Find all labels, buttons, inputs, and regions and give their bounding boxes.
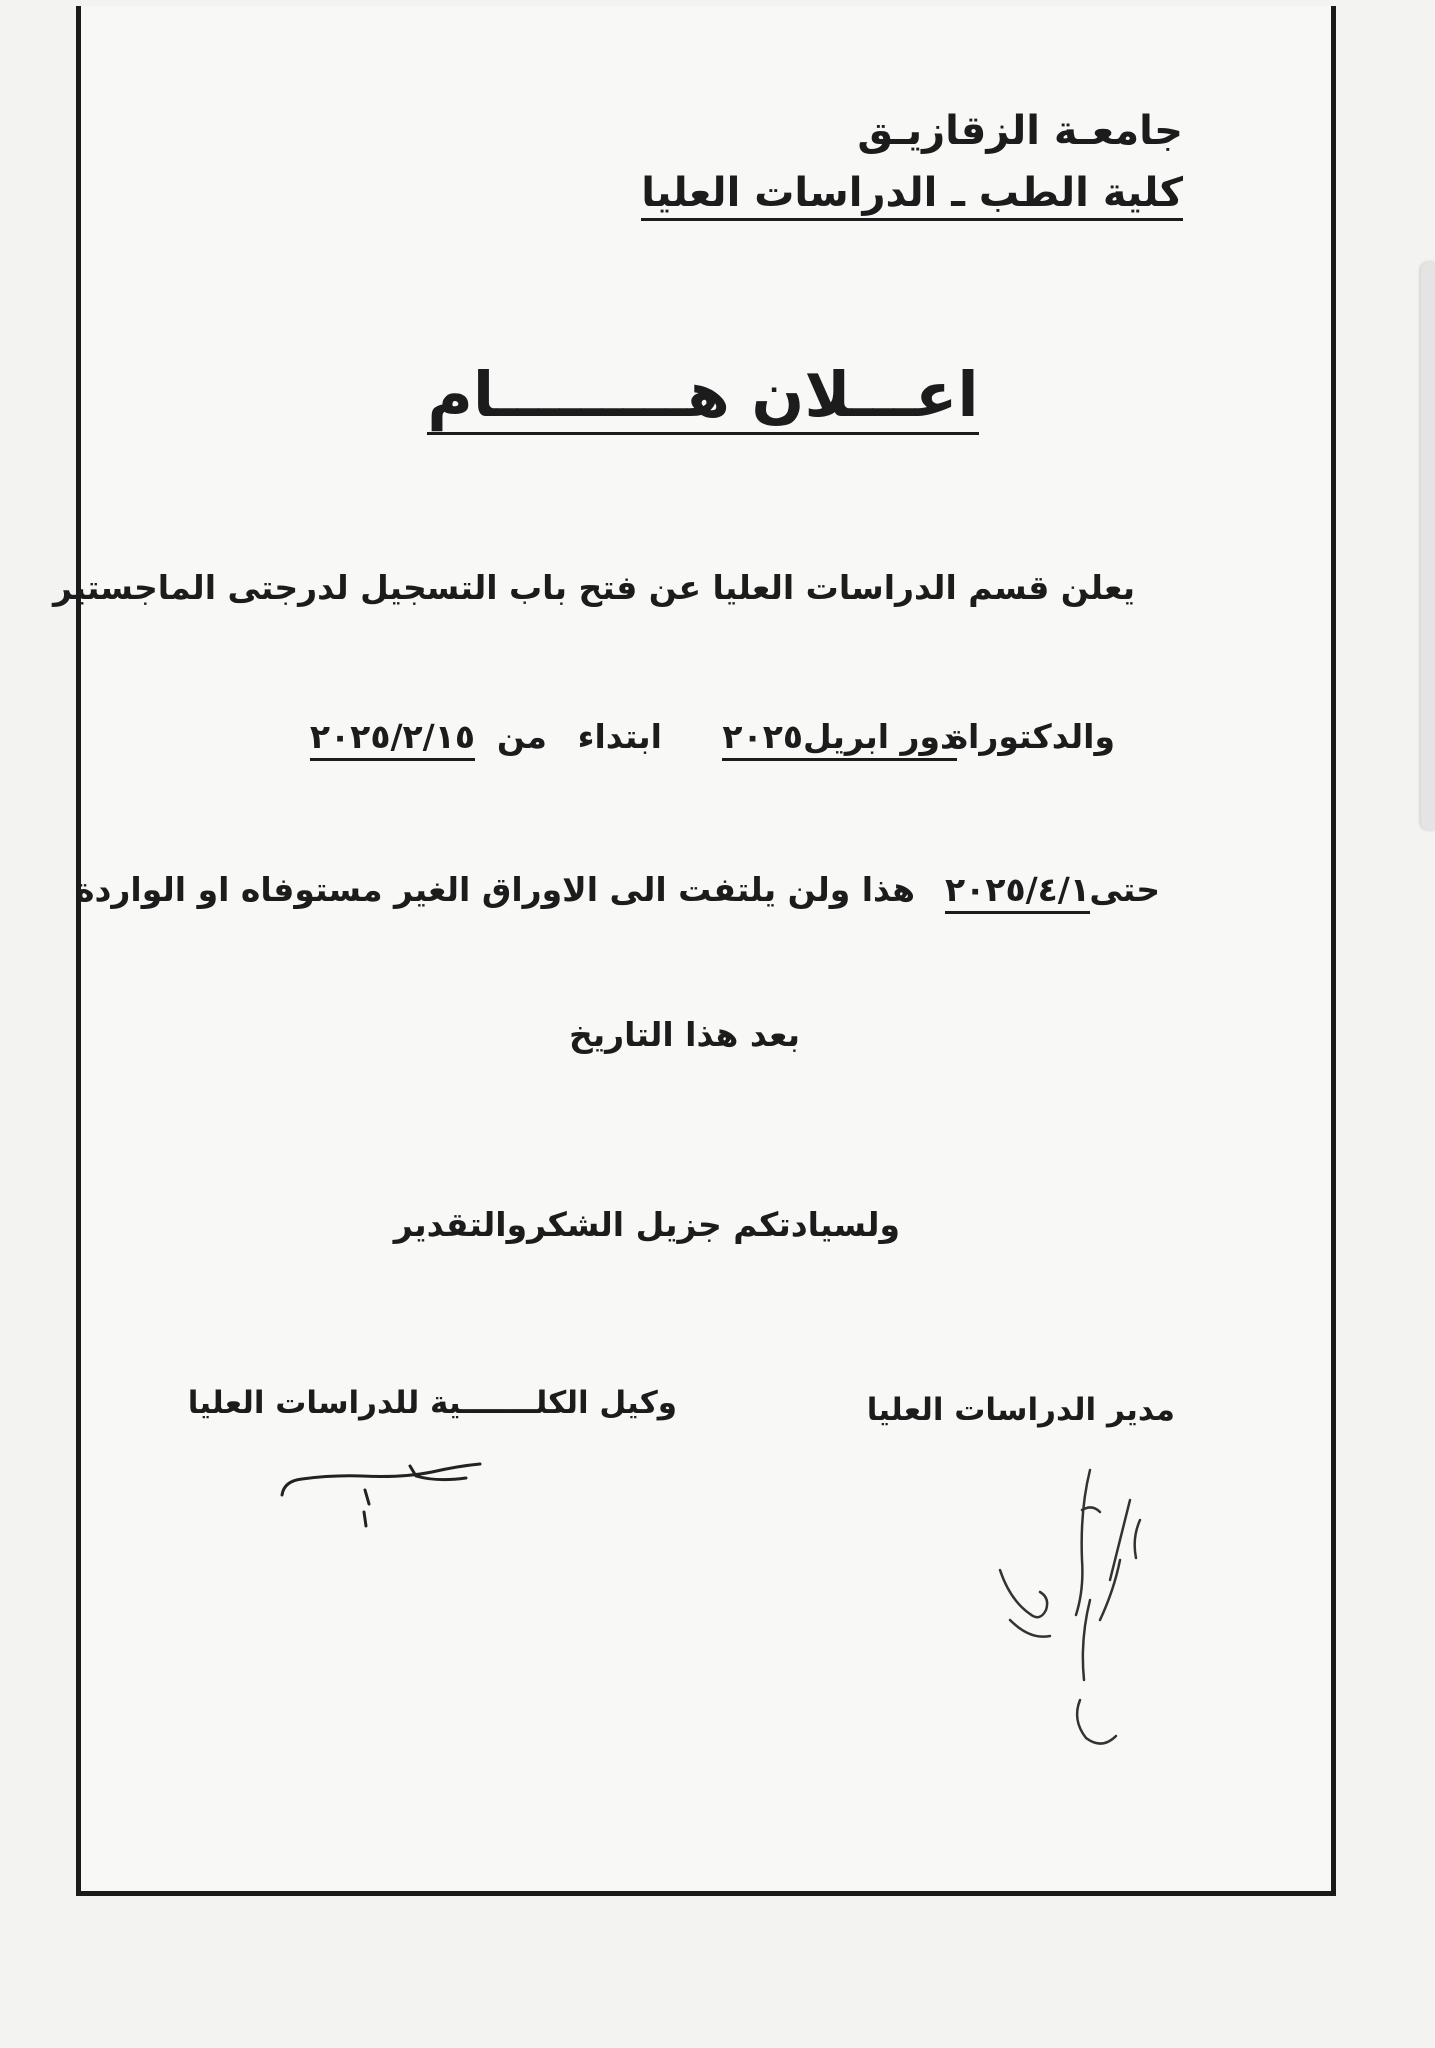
session-name: دور ابريل٢٠٢٥	[722, 717, 957, 761]
university-name: جامعـة الزقازيـق	[857, 108, 1183, 154]
scroll-handle[interactable]	[1421, 262, 1435, 830]
faculty-name: كلية الطب ـ الدراسات العليا	[641, 170, 1183, 221]
start-date: ٢٠٢٥/٢/١٥	[310, 717, 475, 761]
document-border	[76, 6, 1336, 1896]
body-line-4: بعد هذا التاريخ	[568, 1015, 800, 1054]
until-label: حتى	[1089, 870, 1160, 909]
body-line-3-rest: هذا ولن يلتفت الى الاوراق الغير مستوفاه او الواردة	[74, 870, 915, 909]
vice-dean-title: وكيل الكلـــــــية للدراسات العليا	[187, 1385, 677, 1421]
body-line-2-prefix: والدكتوراة	[948, 717, 1115, 756]
from-label: من	[496, 717, 547, 756]
body-line-1: يعلن قسم الدراسات العليا عن فتح باب التسجيل لدرجتى الماجستير	[52, 568, 1135, 607]
start-label: ابتداء	[577, 717, 662, 756]
announcement-title: اعـــلان هـــــــــام	[383, 358, 1023, 435]
end-date: ٢٠٢٥/٤/١	[945, 870, 1090, 914]
closing-line: ولسيادتكم جزيل الشكروالتقدير	[393, 1205, 900, 1244]
director-title: مدير الدراسات العليا	[866, 1392, 1175, 1428]
